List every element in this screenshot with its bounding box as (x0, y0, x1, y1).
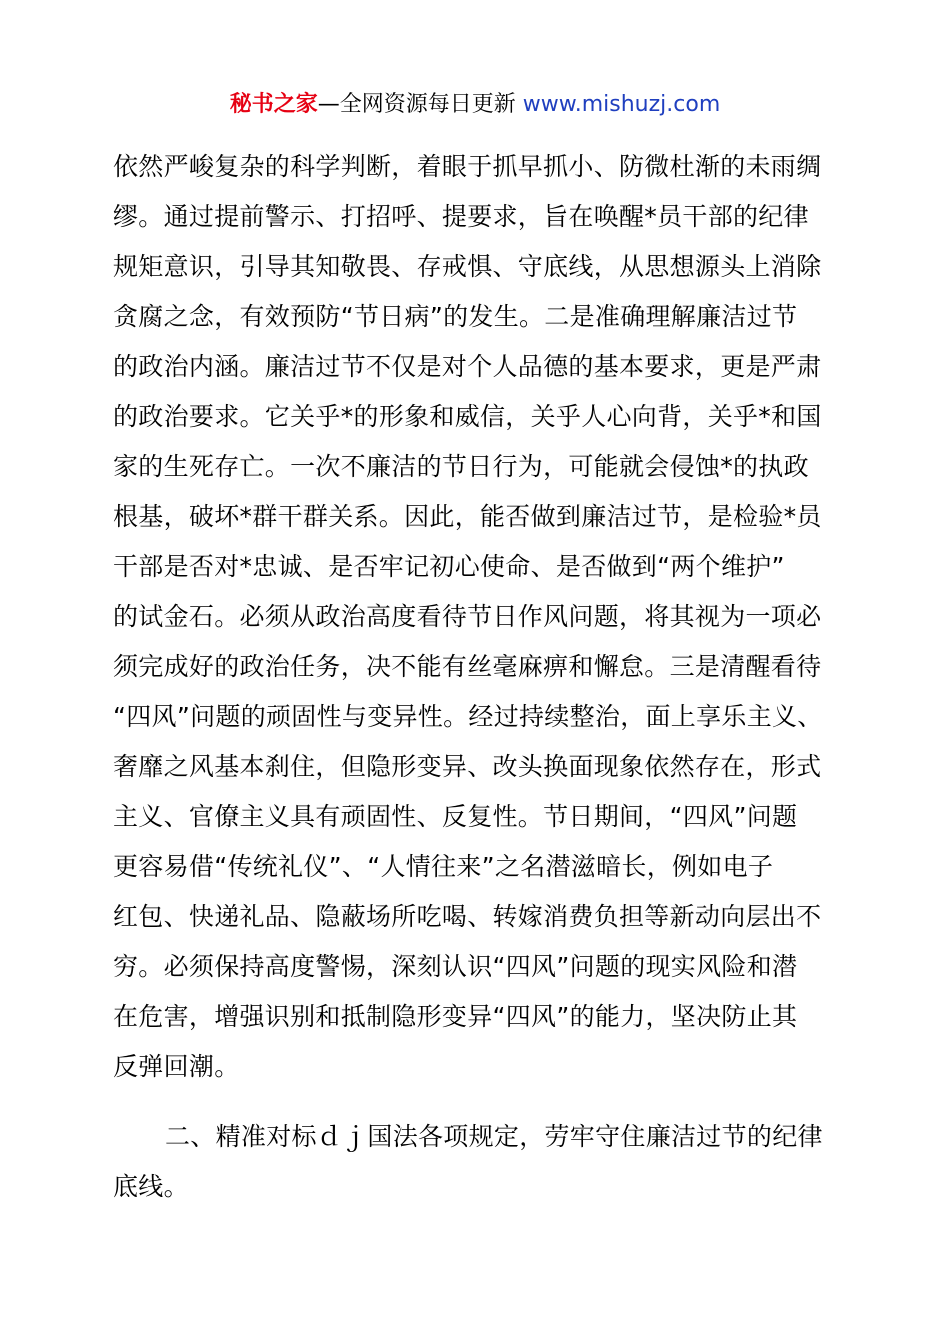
heading-line: 二、精准对标ｄｊ国法各项规定，劳牢守住廉洁过节的纪律 (165, 1122, 823, 1151)
text-line: 奢靡之风基本刹住，但隐形变异、改头换面现象依然存在，形式 (113, 752, 822, 781)
text-line: 反弹回潮。 (113, 1052, 240, 1081)
text-line: 贪腐之念，有效预防“节日病”的发生。二是准确理解廉洁过节 (113, 302, 798, 331)
heading-line: 底线。 (113, 1172, 189, 1201)
text-line: 依然严峻复杂的科学判断，着眼于抓早抓小、防微杜渐的未雨绸 (113, 152, 822, 181)
text-line: 在危害，增强识别和抵制隐形变异“四风”的能力，坚决防止其 (113, 1002, 798, 1031)
header-tagline: —全网资源每日更新 (317, 92, 523, 117)
text-line: 更容易借“传统礼仪”、“人情往来”之名潜滋暗长，例如电子 (113, 852, 774, 881)
text-line: 规矩意识，引导其知敬畏、存戒惧、守底线，从思想源头上消除 (113, 252, 822, 281)
text-line: 干部是否对*忠诚、是否牢记初心使命、是否做到“两个维护” (113, 552, 785, 581)
text-line: 的政治要求。它关乎*的形象和威信，关乎人心向背，关乎*和国 (113, 402, 822, 431)
text-line: 家的生死存亡。一次不廉洁的节日行为，可能就会侵蚀*的执政 (113, 452, 809, 481)
text-line: 红包、快递礼品、隐蔽场所吃喝、转嫁消费负担等新动向层出不 (113, 902, 822, 931)
text-line: 须完成好的政治任务，决不能有丝毫麻痹和懈怠。三是清醒看待 (113, 652, 822, 681)
text-line: 穷。必须保持高度警惕，深刻认识“四风”问题的现实风险和潜 (113, 952, 798, 981)
header-url-link[interactable]: www.mishuzj.com (522, 92, 721, 117)
text-line: 的试金石。必须从政治高度看待节日作风问题，将其视为一项必 (113, 602, 822, 631)
paragraph (113, 142, 843, 1092)
document-body (113, 142, 843, 1212)
paragraph-gap (113, 1092, 843, 1112)
text-line: 的政治内涵。廉洁过节不仅是对个人品德的基本要求，更是严肃 (113, 352, 822, 381)
text-line: 根基，破坏*群干群关系。因此，能否做到廉洁过节，是检验*员 (113, 502, 822, 531)
text-line: “四风”问题的顽固性与变异性。经过持续整治，面上享乐主义、 (113, 702, 823, 731)
header-brand: 秘书之家 (229, 92, 318, 117)
site-header (0, 88, 950, 122)
text-line: 缪。通过提前警示、打招呼、提要求，旨在唤醒*员干部的纪律 (113, 202, 809, 231)
text-line: 主义、官僚主义具有顽固性、反复性。节日期间，“四风”问题 (113, 802, 798, 831)
section-heading (113, 1112, 843, 1212)
